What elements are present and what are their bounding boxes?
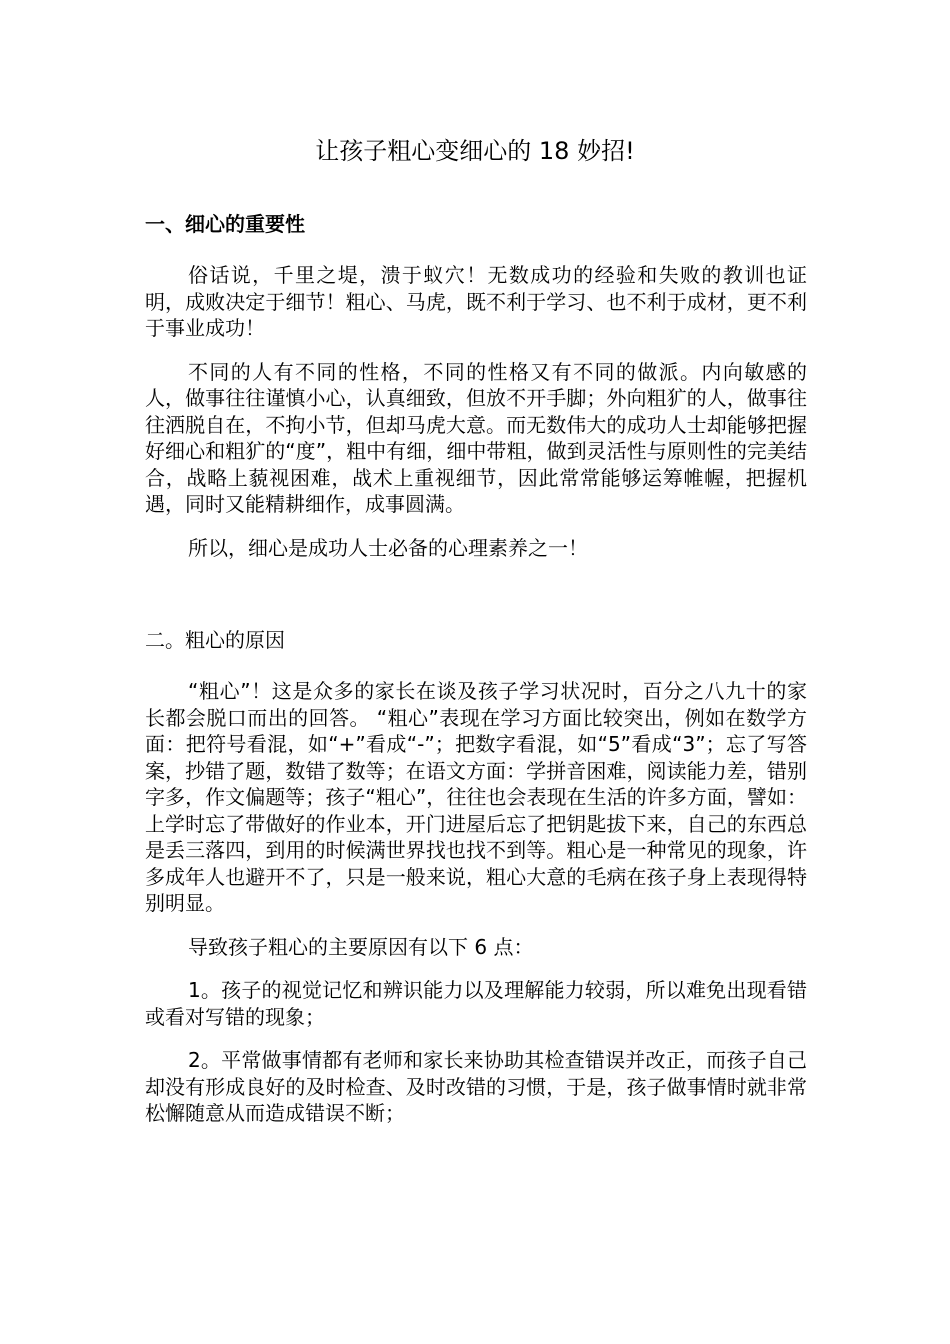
paragraph: 导致孩子粗心的主要原因有以下 6 点： bbox=[188, 934, 534, 959]
list-item: 1。孩子的视觉记忆和辨识能力以及理解能力较弱，所以难免出现看错或看对写错的现象； bbox=[145, 978, 807, 1029]
list-item: 2。平常做事情都有老师和家长来协助其检查错误并改正，而孩子自己却没有形成良好的及时检查、及时改错的习惯，于是，孩子做事情时就非常松懈随意从而造成错误不断； bbox=[145, 1048, 807, 1125]
section-heading-importance: 一、细心的重要性 bbox=[145, 212, 305, 236]
paragraph: 俗话说，千里之堤，溃于蚁穴！无数成功的经验和失败的教训也证明，成败决定于细节！粗心、马虎，既不利于学习、也不利于成材，更不利于事业成功！ bbox=[145, 263, 807, 340]
paragraph: 所以，细心是成功人士必备的心理素养之一！ bbox=[188, 535, 588, 560]
section-heading-causes: 二。粗心的原因 bbox=[145, 628, 285, 652]
document-title: 让孩子粗心变细心的 18 妙招! bbox=[315, 137, 635, 165]
paragraph: “粗心”！这是众多的家长在谈及孩子学习状况时，百分之八九十的家长都会脱口而出的回答。 “粗心”表现在学习方面比较突出，例如在数学方面：把符号看混，如“+”看成“-”；把数字看混，如“5”看成“3”；忘了写答案，抄错了题，数错了数等；在语文方面：学拼音困难，阅读能力差，错别字多，作文偏题等；孩子“粗心”，往往也会表现在生活的许多方面，譬如：上学时忘了带做好的作业本，开门进屋后忘了把钥匙拔下来，自己的东西总是丢三落四，到用的时候满世界找也找不到等。粗心是一种常见的现象，许多成年人也避开不了，只是一般来说，粗心大意的毛病在孩子身上表现得特别明显。 bbox=[145, 679, 807, 915]
paragraph: 不同的人有不同的性格，不同的性格又有不同的做派。内向敏感的人，做事往往谨慎小心，认真细致，但放不开手脚；外向粗犷的人，做事往往洒脱自在，不拘小节，但却马虎大意。而无数伟大的成功人士却能够把握好细心和粗犷的“度”，粗中有细，细中带粗，做到灵活性与原则性的完美结合，战略上藐视困难，战术上重视细节，因此常常能够运筹帷幄，把握机遇，同时又能精耕细作，成事圆满。 bbox=[145, 359, 807, 516]
document-body bbox=[145, 208, 807, 1127]
